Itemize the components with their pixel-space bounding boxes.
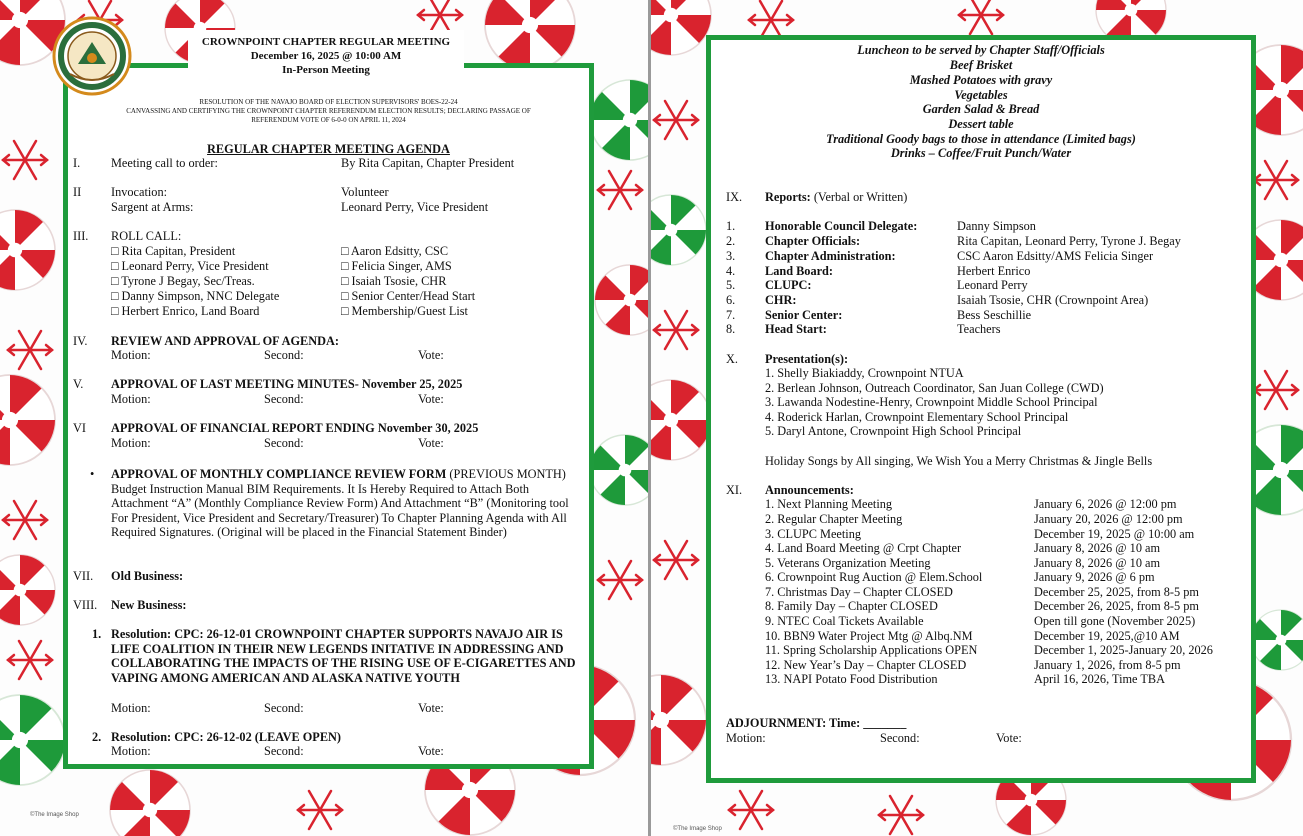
item-i-value: By Rita Capitan, Chapter President bbox=[341, 156, 515, 170]
item-iii-number: III. bbox=[73, 229, 89, 243]
roll-call-item: □ Aaron Edsitty, CSC bbox=[341, 244, 449, 258]
announcement-date: January 1, 2026, from 8-5 pm bbox=[1034, 658, 1181, 672]
menu-item: Drinks – Coffee/Fruit Punch/Water bbox=[890, 146, 1072, 160]
announcement-date: December 19, 2025,@10 AM bbox=[1034, 629, 1180, 643]
announcement-item: 12. New Year’s Day – Chapter CLOSED bbox=[765, 658, 967, 672]
announcement-item: 6. Crownpoint Rug Auction @ Elem.School bbox=[765, 570, 983, 584]
report-value: Bess Seschillie bbox=[957, 308, 1032, 322]
announcement-item: 8. Family Day – Chapter CLOSED bbox=[765, 599, 938, 613]
motion-label: Motion: bbox=[111, 392, 151, 406]
report-label: Honorable Council Delegate: bbox=[765, 219, 918, 233]
item-ix-number: IX. bbox=[726, 190, 743, 204]
holiday-songs: Holiday Songs by All singing, We Wish You a Merry Christmas & Jingle Bells bbox=[765, 454, 1153, 468]
item-vi-number: VI bbox=[73, 421, 86, 435]
report-value: Rita Capitan, Leonard Perry, Tyrone J. Begay bbox=[957, 234, 1181, 248]
item-vii-number: VII. bbox=[73, 569, 94, 583]
report-number: 5. bbox=[726, 278, 736, 292]
item-i-label: Meeting call to order: bbox=[111, 156, 218, 170]
vote-label: Vote: bbox=[418, 392, 444, 406]
announcement-item: 4. Land Board Meeting @ Crpt Chapter bbox=[765, 541, 962, 555]
menu-item: Traditional Goody bags to those in attendance (Limited bags) bbox=[826, 132, 1136, 146]
announcement-date: December 25, 2025, from 8-5 pm bbox=[1034, 585, 1199, 599]
second-label: Second: bbox=[880, 731, 920, 745]
announcement-date: January 6, 2026 @ 12:00 pm bbox=[1034, 497, 1177, 511]
item-ii-value2: Leonard Perry, Vice President bbox=[341, 200, 489, 214]
report-value: Danny Simpson bbox=[957, 219, 1036, 233]
roll-call-item: □ Rita Capitan, President bbox=[111, 244, 236, 258]
announcement-date: Open till gone (November 2025) bbox=[1034, 614, 1196, 628]
meeting-date: December 16, 2025 @ 10:00 AM bbox=[250, 50, 402, 62]
presentation-item: 4. Roderick Harlan, Crownpoint Elementary School Principal bbox=[765, 410, 1069, 424]
report-number: 8. bbox=[726, 322, 736, 336]
announcement-item: 1. Next Planning Meeting bbox=[765, 497, 893, 511]
announcement-item: 10. BBN9 Water Project Mtg @ Albq.NM bbox=[765, 629, 973, 643]
roll-call-item: □ Tyrone J Begay, Sec/Treas. bbox=[111, 274, 255, 288]
roll-call-item: □ Leonard Perry, Vice President bbox=[111, 259, 269, 273]
report-number: 1. bbox=[726, 219, 736, 233]
item-vi-label: APPROVAL OF FINANCIAL REPORT ENDING November 30, 2025 bbox=[111, 421, 479, 435]
resolution-2-number: 2. bbox=[92, 730, 102, 744]
second-label: Second: bbox=[264, 744, 304, 758]
announcement-item: 3. CLUPC Meeting bbox=[765, 527, 861, 541]
vote-label: Vote: bbox=[418, 348, 444, 362]
report-value: CSC Aaron Edsitty/AMS Felicia Singer bbox=[957, 249, 1154, 263]
item-iv-number: IV. bbox=[73, 334, 88, 348]
menu-item: Mashed Potatoes with gravy bbox=[909, 73, 1053, 87]
menu-item: Beef Brisket bbox=[949, 58, 1013, 72]
second-label: Second: bbox=[264, 348, 304, 362]
announcement-item: 7. Christmas Day – Chapter CLOSED bbox=[765, 585, 953, 599]
report-value: Isaiah Tsosie, CHR (Crownpoint Area) bbox=[957, 293, 1149, 307]
motion-label: Motion: bbox=[111, 348, 151, 362]
item-x-number: X. bbox=[726, 352, 738, 366]
motion-label: Motion: bbox=[111, 436, 151, 450]
vote-label: Vote: bbox=[996, 731, 1022, 745]
resolution-note-line2: CANVASSING AND CERTIFYING THE CROWNPOINT CHAPTER REFERENDUM ELECTION RESULTS; DECLARING PASSAGE OF bbox=[126, 107, 531, 115]
roll-call-item: □ Herbert Enrico, Land Board bbox=[111, 304, 260, 318]
announcement-date: January 20, 2026 @ 12:00 pm bbox=[1034, 512, 1183, 526]
item-vii-label: Old Business: bbox=[111, 569, 184, 583]
resolution-2-text: Resolution: CPC: 26-12-02 (LEAVE OPEN) bbox=[111, 730, 341, 744]
report-number: 4. bbox=[726, 264, 736, 278]
meeting-title: CROWNPOINT CHAPTER REGULAR MEETING bbox=[201, 36, 451, 48]
bullet-icon: • bbox=[90, 467, 95, 481]
image-credit: ©The Image Shop bbox=[673, 826, 722, 832]
report-label: Senior Center: bbox=[765, 308, 843, 322]
adjournment-label: ADJOURNMENT: Time: _______ bbox=[726, 716, 907, 730]
second-label: Second: bbox=[264, 701, 304, 715]
report-label: Chapter Officials: bbox=[765, 234, 861, 248]
menu-item: Vegetables bbox=[954, 88, 1008, 102]
announcement-date: December 1, 2025-January 20, 2026 bbox=[1034, 643, 1213, 657]
vote-label: Vote: bbox=[418, 701, 444, 715]
resolution-note-line3: REFERENDUM VOTE OF 6-0-0 ON APRIL 11, 2024 bbox=[251, 116, 406, 124]
item-ii-label2: Sargent at Arms: bbox=[111, 200, 194, 214]
report-value: Leonard Perry bbox=[957, 278, 1028, 292]
agenda-title: REGULAR CHAPTER MEETING AGENDA bbox=[207, 142, 450, 156]
presentation-item: 5. Daryl Antone, Crownpoint High School Principal bbox=[765, 424, 1022, 438]
compliance-review-item bbox=[111, 467, 573, 540]
second-label: Second: bbox=[264, 436, 304, 450]
item-i-number: I. bbox=[73, 156, 81, 170]
motion-label: Motion: bbox=[111, 701, 151, 715]
announcement-item: 9. NTEC Coal Tickets Available bbox=[765, 614, 924, 628]
meeting-mode: In-Person Meeting bbox=[282, 64, 370, 76]
announcement-item: 13. NAPI Potato Food Distribution bbox=[765, 672, 938, 686]
item-xi-label: Announcements: bbox=[765, 483, 854, 497]
report-number: 2. bbox=[726, 234, 736, 248]
menu-item: Dessert table bbox=[948, 117, 1014, 131]
item-viii-label: New Business: bbox=[111, 598, 187, 612]
announcement-date: December 19, 2025 @ 10:00 am bbox=[1034, 527, 1195, 541]
report-label: Land Board: bbox=[765, 264, 833, 278]
item-ii-label: Invocation: bbox=[111, 185, 168, 199]
report-label: CLUPC: bbox=[765, 278, 812, 292]
agenda-page-2 bbox=[651, 0, 1303, 836]
resolution-1-text: Resolution: CPC: 26-12-01 CROWNPOINT CHAPTER SUPPORTS NAVAJO AIR IS LIFE COALITION IN THEIR NEW LEGENDS INITATIVE IN ADDRESSING AND COLLABORATING THE IMPACTS OF THE RISING USE OF E-CIGARETTES AND VAPING AMONG AMERICAN AND ALASKA NATIVE YOUTH bbox=[111, 627, 576, 685]
item-xi-number: XI. bbox=[726, 483, 743, 497]
roll-call-item: □ Senior Center/Head Start bbox=[341, 289, 476, 303]
report-number: 7. bbox=[726, 308, 736, 322]
presentation-item: 3. Lawanda Nodestine-Henry, Crownpoint Middle School Principal bbox=[765, 395, 1098, 409]
second-label: Second: bbox=[264, 392, 304, 406]
item-ii-value: Volunteer bbox=[341, 185, 389, 199]
vote-label: Vote: bbox=[418, 744, 444, 758]
report-value: Teachers bbox=[957, 322, 1001, 336]
compliance-review-title: APPROVAL OF MONTHLY COMPLIANCE REVIEW FORM bbox=[111, 467, 447, 481]
announcement-date: January 8, 2026 @ 10 am bbox=[1034, 556, 1161, 570]
item-iv-label: REVIEW AND APPROVAL OF AGENDA: bbox=[111, 334, 339, 348]
announcement-date: April 16, 2026, Time TBA bbox=[1034, 672, 1165, 686]
announcement-date: January 9, 2026 @ 6 pm bbox=[1034, 570, 1155, 584]
motion-label: Motion: bbox=[726, 731, 766, 745]
agenda-page-1 bbox=[0, 0, 648, 836]
compliance-review-body: (PREVIOUS MONTH) Budget Instruction Manual BIM Requirements. It Is Hereby Required to Attach Both Attachment “A” (Monthly Compliance Review Form) And Attachment “B” (Monitoring tool For President, Vice President and Secretary/Treasurer) To Chapter Planning Agenda with All Required Signatures. (Original will be placed in the Financial Statement Binder) bbox=[111, 467, 569, 539]
image-credit: ©The Image Shop bbox=[30, 812, 79, 818]
motion-label: Motion: bbox=[111, 744, 151, 758]
item-ix-heading bbox=[765, 190, 907, 205]
presentation-item: 2. Berlean Johnson, Outreach Coordinator, San Juan College (CWD) bbox=[765, 381, 1104, 395]
presentation-item: 1. Shelly Biakiaddy, Crownpoint NTUA bbox=[765, 366, 964, 380]
announcement-item: 5. Veterans Organization Meeting bbox=[765, 556, 931, 570]
resolution-1-number: 1. bbox=[92, 627, 102, 641]
resolution-note-line1: RESOLUTION OF THE NAVAJO BOARD OF ELECTION SUPERVISORS' BOES-22-24 bbox=[199, 98, 458, 106]
roll-call-item: □ Felicia Singer, AMS bbox=[341, 259, 452, 273]
menu-item: Garden Salad & Bread bbox=[922, 102, 1040, 116]
item-ix-label: Reports: bbox=[765, 190, 811, 204]
report-value: Herbert Enrico bbox=[957, 264, 1031, 278]
report-label: Head Start: bbox=[765, 322, 827, 336]
item-v-number: V. bbox=[73, 377, 84, 391]
item-x-label: Presentation(s): bbox=[765, 352, 849, 366]
item-v-label: APPROVAL OF LAST MEETING MINUTES- November 25, 2025 bbox=[111, 377, 463, 391]
roll-call-item: □ Danny Simpson, NNC Delegate bbox=[111, 289, 280, 303]
announcement-date: January 8, 2026 @ 10 am bbox=[1034, 541, 1161, 555]
announcement-date: December 26, 2025, from 8-5 pm bbox=[1034, 599, 1199, 613]
announcement-item: 2. Regular Chapter Meeting bbox=[765, 512, 903, 526]
report-label: Chapter Administration: bbox=[765, 249, 896, 263]
item-ix-note: (Verbal or Written) bbox=[810, 190, 908, 204]
announcement-item: 11. Spring Scholarship Applications OPEN bbox=[765, 643, 978, 657]
item-ii-number: II bbox=[73, 185, 82, 199]
report-number: 6. bbox=[726, 293, 736, 307]
report-label: CHR: bbox=[765, 293, 797, 307]
item-viii-number: VIII. bbox=[73, 598, 98, 612]
roll-call-item: □ Isaiah Tsosie, CHR bbox=[341, 274, 447, 288]
report-number: 3. bbox=[726, 249, 736, 263]
item-iii-label: ROLL CALL: bbox=[111, 229, 182, 243]
vote-label: Vote: bbox=[418, 436, 444, 450]
luncheon-title: Luncheon to be served by Chapter Staff/Officials bbox=[857, 43, 1105, 57]
navajo-nation-seal-icon bbox=[52, 16, 132, 96]
roll-call-item: □ Membership/Guest List bbox=[341, 304, 468, 318]
